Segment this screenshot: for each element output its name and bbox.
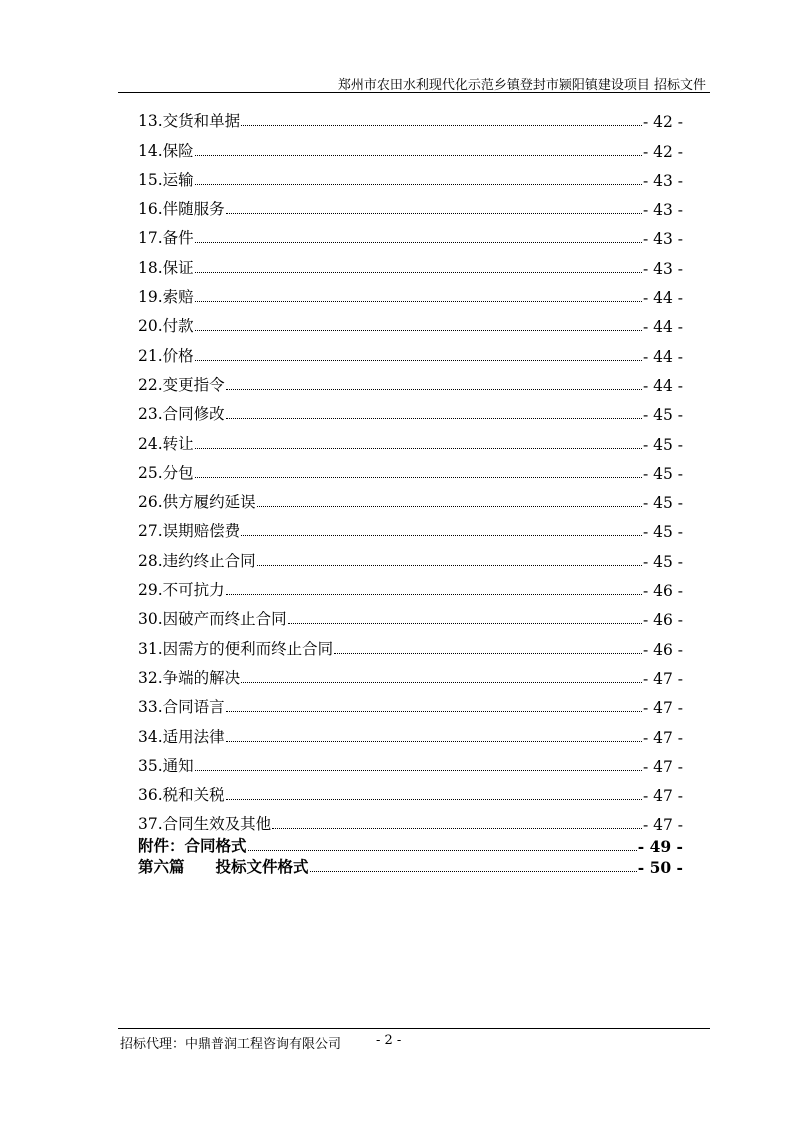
toc-entry-label: 16.伴随服务 [138, 200, 225, 219]
toc-entry[interactable] [138, 747, 683, 776]
toc-leader-dots [226, 741, 642, 742]
toc-entry-label: 37.合同生效及其他 [138, 815, 272, 834]
toc-entry[interactable] [138, 102, 683, 131]
toc-leader-dots [241, 535, 642, 536]
toc-leader-dots [288, 623, 642, 624]
table-of-contents [138, 102, 683, 877]
toc-entry-label: 27.误期赔偿费 [138, 522, 241, 541]
toc-entry[interactable] [138, 131, 683, 160]
toc-entry[interactable] [138, 336, 683, 365]
toc-entry-label: 15.运输 [138, 170, 194, 189]
toc-leader-dots [226, 594, 642, 595]
toc-section-page: - 49 - [637, 836, 683, 856]
toc-leader-dots [241, 125, 642, 126]
toc-entry-page: - 47 - [642, 728, 683, 747]
toc-leader-dots [226, 418, 642, 419]
toc-entry-label: 17.备件 [138, 229, 194, 248]
toc-entry-page: - 46 - [642, 611, 683, 630]
toc-leader-dots [195, 301, 642, 302]
toc-entry-page: - 43 - [642, 230, 683, 249]
toc-entry-label: 36.税和关税 [138, 786, 225, 805]
toc-entry-page: - 47 - [642, 669, 683, 688]
toc-leader-dots [195, 448, 642, 449]
toc-leader-dots [257, 506, 642, 507]
toc-entry-page: - 46 - [642, 640, 683, 659]
toc-leader-dots [310, 871, 637, 872]
toc-entry-label: 13.交货和单据 [138, 112, 241, 131]
toc-leader-dots [195, 360, 642, 361]
toc-entry-page: - 47 - [642, 699, 683, 718]
toc-entry[interactable] [138, 424, 683, 453]
toc-entry[interactable] [138, 366, 683, 395]
toc-entry-page: - 43 - [642, 201, 683, 220]
toc-entry-label: 23.合同修改 [138, 405, 225, 424]
toc-entry[interactable] [138, 483, 683, 512]
toc-entry-page: - 43 - [642, 259, 683, 278]
toc-entry[interactable] [138, 454, 683, 483]
toc-leader-dots [195, 770, 642, 771]
toc-entry-page: - 42 - [642, 113, 683, 132]
toc-entry-label: 28.违约终止合同 [138, 551, 256, 570]
toc-entry[interactable] [138, 307, 683, 336]
toc-entry-page: - 47 - [642, 787, 683, 806]
toc-leader-dots [248, 850, 637, 851]
toc-entry-label: 34.适用法律 [138, 727, 225, 746]
toc-entry[interactable] [138, 248, 683, 277]
toc-leader-dots [257, 565, 642, 566]
toc-entry-label: 22.变更指令 [138, 375, 225, 394]
toc-entry-page: - 44 - [642, 318, 683, 337]
toc-entry[interactable] [138, 571, 683, 600]
toc-entry-label: 31.因需方的便利而终止合同 [138, 639, 334, 658]
toc-entry[interactable] [138, 659, 683, 688]
toc-entry[interactable] [138, 512, 683, 541]
toc-entry[interactable] [138, 161, 683, 190]
toc-entry-label: 18.保证 [138, 258, 194, 277]
toc-leader-dots [334, 653, 642, 654]
toc-entry-label: 25.分包 [138, 463, 194, 482]
toc-entry[interactable] [138, 717, 683, 746]
toc-leader-dots [272, 828, 642, 829]
toc-leader-dots [226, 389, 642, 390]
toc-entry[interactable] [138, 688, 683, 717]
toc-entry-page: - 47 - [642, 816, 683, 835]
toc-entry-page: - 47 - [642, 757, 683, 776]
toc-entry-page: - 45 - [642, 464, 683, 483]
toc-leader-dots [241, 682, 642, 683]
toc-entry[interactable] [138, 600, 683, 629]
toc-entry-label: 26.供方履约延误 [138, 493, 256, 512]
toc-leader-dots [195, 477, 642, 478]
toc-entry-page: - 44 - [642, 347, 683, 366]
toc-leader-dots [195, 184, 642, 185]
toc-leader-dots [195, 242, 642, 243]
toc-entry-label: 30.因破产而终止合同 [138, 610, 287, 629]
toc-section-label: 附件：合同格式 [138, 835, 247, 855]
footer-page-number: - 2 - [376, 1033, 402, 1048]
toc-entry-page: - 44 - [642, 289, 683, 308]
toc-leader-dots [195, 155, 642, 156]
toc-entry[interactable] [138, 219, 683, 248]
toc-entry-page: - 45 - [642, 406, 683, 425]
footer-agent: 招标代理：中鼎普润工程咨询有限公司 [120, 1037, 342, 1052]
toc-entry[interactable] [138, 805, 683, 834]
toc-entry-page: - 45 - [642, 552, 683, 571]
toc-section-attachment[interactable] [138, 834, 683, 856]
toc-entry-label: 29.不可抗力 [138, 581, 225, 600]
toc-entry[interactable] [138, 278, 683, 307]
toc-entry-label: 35.通知 [138, 756, 194, 775]
toc-entry-label: 33.合同语言 [138, 698, 225, 717]
toc-entry-page: - 42 - [642, 142, 683, 161]
toc-section-page: - 50 - [637, 858, 683, 878]
toc-entry[interactable] [138, 190, 683, 219]
toc-section-label: 第六篇 投标文件格式 [138, 857, 309, 877]
toc-entry-label: 20.付款 [138, 317, 194, 336]
header-title: 郑州市农田水利现代化示范乡镇登封市颍阳镇建设项目 招标文件 [337, 78, 706, 93]
toc-entry-page: - 43 - [642, 171, 683, 190]
toc-entry-label: 21.价格 [138, 346, 194, 365]
toc-leader-dots [226, 799, 642, 800]
toc-entry-label: 24.转让 [138, 434, 194, 453]
toc-leader-dots [226, 711, 642, 712]
toc-leader-dots [195, 272, 642, 273]
page-header [118, 72, 710, 93]
toc-entry-page: - 46 - [642, 582, 683, 601]
toc-entry[interactable] [138, 776, 683, 805]
toc-leader-dots [195, 330, 642, 331]
toc-entry[interactable] [138, 395, 683, 424]
toc-entry-page: - 45 - [642, 494, 683, 513]
page-footer [118, 1028, 710, 1052]
toc-entry-page: - 45 - [642, 523, 683, 542]
toc-leader-dots [226, 213, 642, 214]
toc-section-part-six[interactable] [138, 856, 683, 878]
toc-entry-label: 19.索赔 [138, 288, 194, 307]
toc-entry-page: - 44 - [642, 376, 683, 395]
toc-entry-page: - 45 - [642, 435, 683, 454]
toc-entry-label: 32.争端的解决 [138, 668, 241, 687]
toc-entry-label: 14.保险 [138, 141, 194, 160]
toc-entry[interactable] [138, 541, 683, 570]
toc-entry[interactable] [138, 629, 683, 658]
